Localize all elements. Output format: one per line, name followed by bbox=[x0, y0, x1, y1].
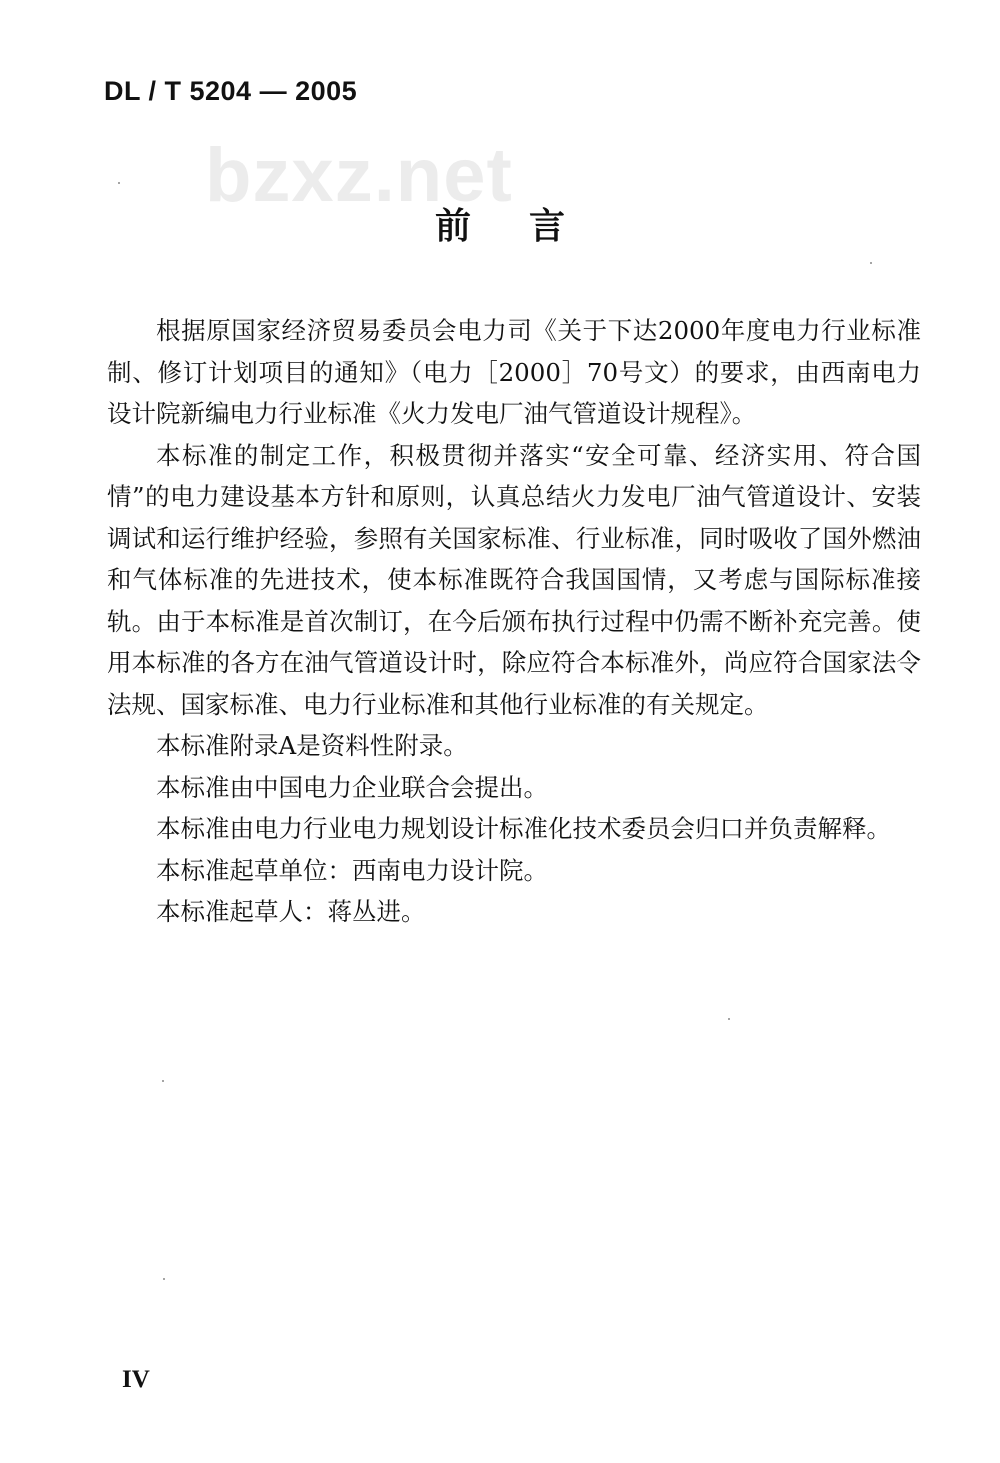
standard-code: DL / T 5204 — 2005 bbox=[104, 76, 358, 106]
paragraph-4: 本标准由中国电力企业联合会提出。 bbox=[156, 772, 548, 802]
paragraph-1: 根据原国家经济贸易委员会电力司《关于下达2000年度电力行业标准制、修订计划项目的通知》（电力［2000］70号文）的要求，由西南电力设计院新编电力行业标准《火力发电厂油气管道设计规程》。 bbox=[107, 316, 921, 428]
paragraph-3: 本标准附录A是资料性附录。 bbox=[156, 731, 468, 760]
paragraph-5: 本标准由电力行业电力规划设计标准化技术委员会归口并负责解释。 bbox=[156, 814, 891, 843]
scan-speck bbox=[870, 262, 872, 264]
foreword-body bbox=[107, 310, 921, 933]
page-title: 前言 bbox=[434, 206, 623, 247]
paragraph-2: 本标准的制定工作，积极贯彻并落实“安全可靠、经济实用、符合国情”的电力建设基本方针和原则，认真总结火力发电厂油气管道设计、安装调试和运行维护经验，参照有关国家标准、行业标准，同时吸收了国外燃油和气体标准的先进技术，使本标准既符合我国国情，又考虑与国际标准接轨。由于本标准是首次制订，在今后颁布执行过程中仍需不断补充完善。使用本标准的各方在油气管道设计时，除应符合本标准外，尚应符合国家法令法规、国家标准、电力行业标准和其他行业标准的有关规定。 bbox=[107, 440, 921, 719]
watermark: bzxz.net bbox=[205, 133, 513, 218]
scan-speck bbox=[118, 182, 120, 184]
scan-speck bbox=[163, 1278, 165, 1280]
paragraph-7: 本标准起草人：蒋丛进。 bbox=[156, 897, 426, 926]
page-number: IV bbox=[122, 1366, 150, 1393]
paragraph-6: 本标准起草单位：西南电力设计院。 bbox=[156, 855, 548, 885]
scan-speck bbox=[728, 1018, 730, 1020]
scan-speck bbox=[162, 1080, 164, 1082]
